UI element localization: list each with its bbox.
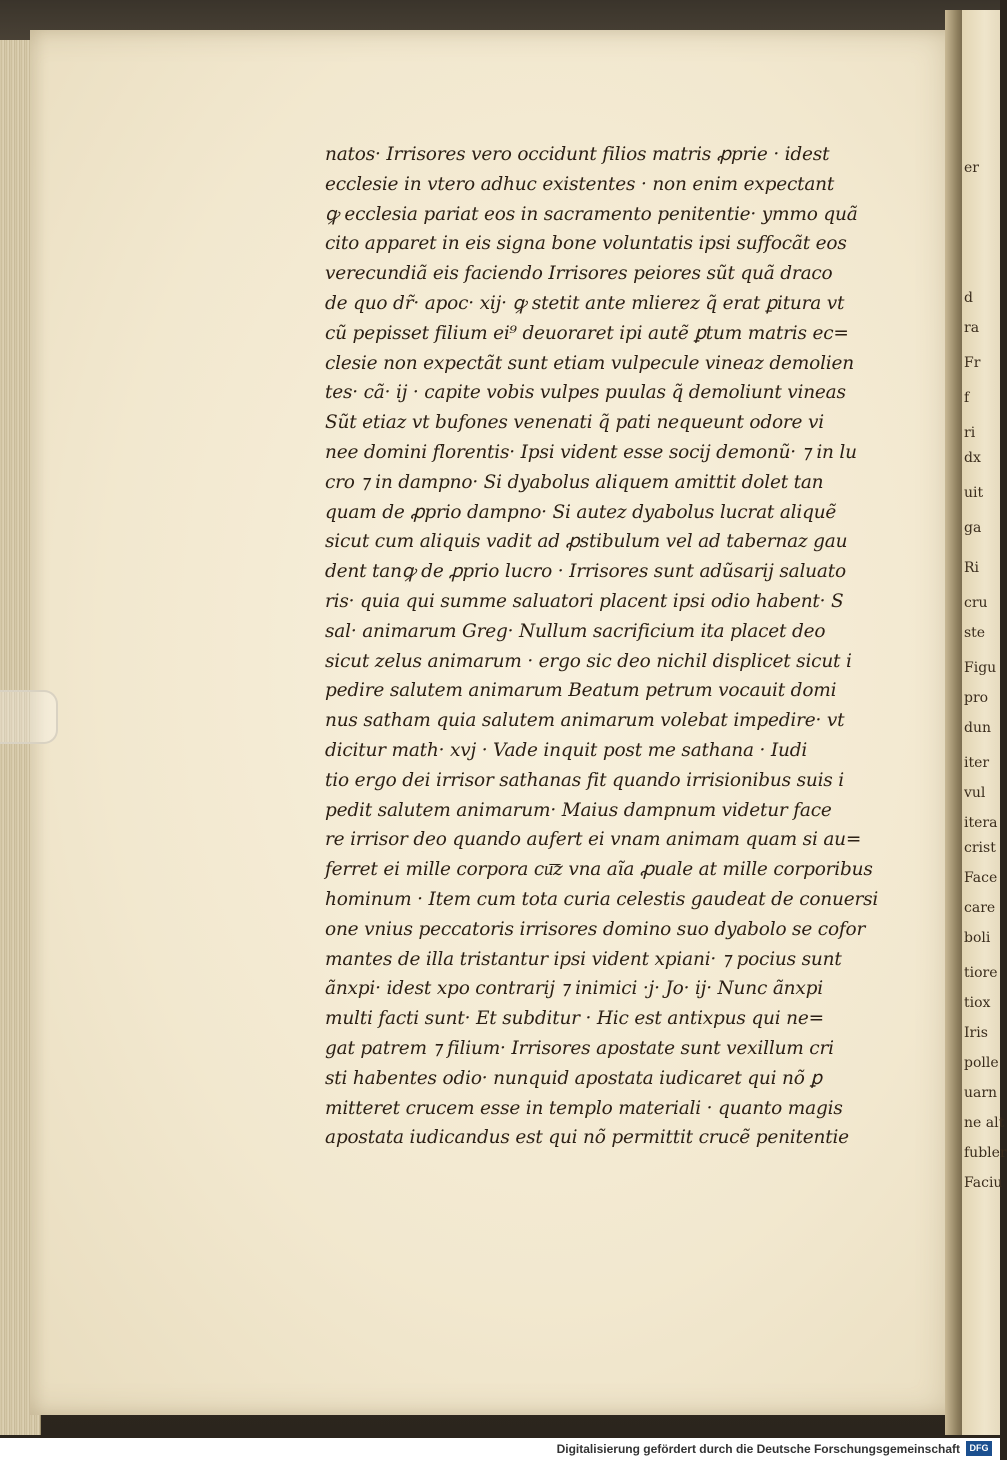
text-line: ãnxpi· idest xpo contrarij ⁊ inimici ·j· Jo· ij· Nunc ãnxpi [325, 978, 823, 1000]
facing-page-fragment: ga [964, 520, 982, 536]
facing-page-fragment: uit [964, 485, 984, 501]
facing-page-fragment: Ri [964, 560, 980, 576]
facing-page-fragment: Face [964, 870, 998, 886]
text-line: ris· quia qui summe saluatori placent ipsi odio habent· S [325, 590, 844, 612]
text-line: de quo dr̃· apoc· xij· ꝙ stetit ante mlierez q̃ erat ꝑitura vt [325, 292, 845, 314]
text-line: sicut cum aliquis vadit ad ꝓstibulum vel ad tabernaz gau [325, 531, 848, 553]
text-line: hominum · Item cum tota curia celestis gaudeat de conuersi [325, 888, 879, 910]
facing-page-fragment: itera [964, 815, 998, 831]
text-line: ꝙ ecclesia pariat eos in sacramento penitentie· ymmo quã [325, 203, 858, 225]
text-line: sicut zelus animarum · ergo sic deo nichil displicet sicut i [325, 650, 852, 672]
facing-page-fragment: pro [964, 690, 989, 706]
facing-page-fragment: Figu [964, 660, 997, 676]
text-line: cũ pepisset filium ei⁹ deuoraret ipi autẽ ꝑtum matris ec= [325, 322, 849, 344]
facing-page-fragment: tiore [964, 965, 998, 981]
facing-page [962, 10, 1007, 1435]
facing-page-fragment: f [964, 390, 970, 406]
text-line: multi facti sunt· Et subditur · Hic est antixpus qui ne= [325, 1008, 824, 1030]
text-line: ecclesie in vtero adhuc existentes · non enim expectant [325, 173, 835, 195]
facing-page-fragment: ri [964, 425, 976, 441]
footer-bar [0, 1438, 1000, 1460]
text-line: Sũt etiaz vt bufones venenati q̃ pati nequeunt odore vi [325, 412, 824, 434]
facing-page-fragment: cru [964, 595, 988, 611]
text-line: ferret ei mille corpora cu͞z vna aĩa ꝓuale at mille corporibus [325, 859, 873, 881]
text-line: quam de ꝓprio dampno· Si autez dyabolus lucrat aliquẽ [325, 501, 837, 523]
text-line: nee domini florentis· Ipsi vident esse socij demonũ· ⁊ in lu [325, 441, 857, 463]
text-line: pedit salutem animarum· Maius dampnum videtur face [325, 799, 832, 821]
facing-page-fragment: ste [964, 625, 986, 641]
facing-page-fragment: fubler [964, 1145, 1007, 1161]
facing-page-fragment: crist [964, 840, 996, 856]
facing-page-fragment: uarn [964, 1085, 998, 1101]
facing-page-fragment: Iris [964, 1025, 988, 1041]
dfg-logo: DFG [966, 1441, 992, 1456]
text-line: dicitur math· xvj · Vade inquit post me sathana · Iudi [325, 739, 808, 761]
text-line: pedire salutem animarum Beatum petrum vocauit domi [325, 680, 837, 702]
text-line: tes· cã· ij · capite vobis vulpes puulas q̃ demoliunt vineas [325, 382, 846, 404]
facing-page-fragment: vul [964, 785, 986, 801]
facing-page-fragment: er [964, 160, 979, 176]
text-line: cito apparet in eis signa bone voluntatis ipsi suffocãt eos [325, 233, 847, 255]
text-line: one vnius peccatoris irrisores domino suo dyabolo se cofor [325, 918, 866, 940]
facing-page-fragment: iter [964, 755, 990, 771]
facing-page-fragment: boli [964, 930, 991, 946]
facing-page-fragment: ra [964, 320, 980, 336]
text-line: re irrisor deo quando aufert ei vnam animam quam si au= [325, 829, 862, 851]
bookmark-strip [0, 690, 58, 744]
facing-page-fragment: care [964, 900, 996, 916]
facing-page-fragment: dun [964, 720, 991, 736]
facing-page-fragment: Faciu [964, 1175, 1003, 1191]
text-line: natos· Irrisores vero occidunt filios matris ꝓprie · idest [325, 144, 830, 165]
text-line: cro ⁊ in dampno· Si dyabolus aliquem amittit dolet tan [325, 471, 824, 493]
facing-page-fragment: tiox [964, 995, 991, 1011]
text-line: sal· animarum Greg· Nullum sacrificium ita placet deo [325, 620, 826, 642]
facing-page-fragment: polle [964, 1055, 999, 1071]
text-line: clesie non expectãt sunt etiam vulpecule vineaz demolien [325, 352, 854, 374]
text-line: mitteret crucem esse in templo materiali · quanto magis [325, 1097, 843, 1119]
text-line: tio ergo dei irrisor sathanas fit quando irrisionibus suis i [325, 769, 844, 791]
text-line: verecundiã eis faciendo Irrisores peiores sũt quã draco [325, 263, 833, 285]
facing-page-fragment: dx [964, 450, 981, 466]
text-line: gat patrem ⁊ filium· Irrisores apostate sunt vexillum cri [325, 1037, 834, 1059]
text-line: mantes de illa tristantur ipsi vident xpiani· ⁊ pocius sunt [325, 948, 842, 970]
text-line: apostata iudicandus est qui nõ permittit crucẽ penitentie [325, 1127, 849, 1149]
text-column [325, 140, 910, 1153]
footer-credit: Digitalisierung gefördert durch die Deutsche Forschungsgemeinschaft [556, 1442, 960, 1456]
facing-page-fragment: d [964, 290, 973, 306]
facing-page-fragment: ne alt [964, 1115, 1005, 1131]
text-line: nus satham quia salutem animarum volebat impedire· vt [325, 710, 845, 732]
facing-page-fragment: Fr [964, 355, 981, 371]
text-line: dent tanꝙ de ꝓprio lucro · Irrisores sunt adũsarij saluato [325, 561, 846, 583]
text-line: sti habentes odio· nunquid apostata iudicaret qui nõ ꝑ [325, 1067, 822, 1089]
